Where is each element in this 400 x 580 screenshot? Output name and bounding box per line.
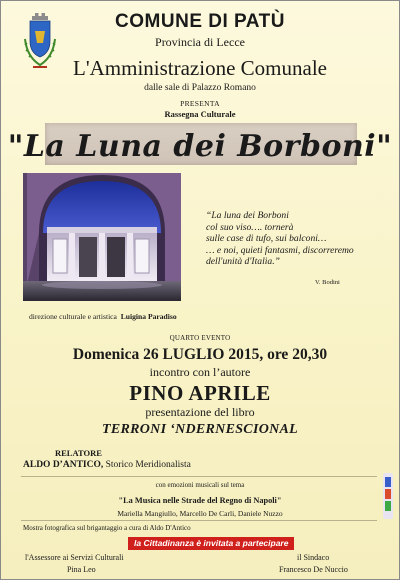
separator-line — [21, 476, 377, 477]
musicians: Mariella Mangiullo, Marcello De Carli, Daniele Nuzzo — [117, 509, 283, 518]
comune-name: COMUNE DI PATÙ — [115, 11, 285, 32]
book-presentation-line: presentazione del libro — [145, 405, 255, 419]
sponsor-logo-icon — [379, 471, 397, 521]
event-date: Domenica 26 LUGLIO 2015, ore 20,30 — [72, 346, 328, 363]
provincia: Provincia di Lecce — [155, 35, 245, 49]
quote-line: sulle case di tufo, sui balconi… — [206, 233, 327, 245]
author-name: PINO APRILE — [129, 381, 271, 405]
event-title: "La Luna dei Borboni" — [7, 129, 393, 164]
quote-line: “La luna dei Borboni — [206, 210, 289, 221]
music-intro: con emozioni musicali sul tema — [155, 481, 245, 489]
assessore-name: Pina Leo — [67, 565, 96, 574]
quote-author: V. Bodini — [315, 279, 340, 286]
meeting-line: incontro con l’autore — [149, 365, 251, 379]
sindaco-name: Francesco De Nuccio — [279, 565, 348, 574]
director-name: Luigina Paradiso — [120, 312, 177, 321]
amministrazione-heading: L'Amministrazione Comunale — [73, 56, 327, 80]
quote-line: … e noi, quieti fantasmi, discorreremo — [206, 244, 354, 256]
rassegna-label: Rassegna Culturale — [164, 109, 236, 119]
direction-label: direzione culturale e artistica — [29, 312, 117, 321]
event-number: QUARTO EVENTO — [169, 334, 231, 342]
speaker-name: ALDO D’ANTICO, — [23, 460, 104, 470]
separator-line — [21, 520, 377, 521]
palazzo-photo — [23, 173, 181, 301]
venue-line: dalle sale di Palazzo Romano — [144, 83, 256, 93]
speaker-label: RELATORE — [55, 448, 102, 458]
presenta-label: PRESENTA — [180, 99, 220, 108]
artistic-direction — [29, 312, 177, 321]
bodini-quote — [206, 210, 391, 268]
assessore-title: l'Assessore ai Servizi Culturali — [25, 553, 124, 562]
book-title: TERRONI ‘NDERNESCIONAL — [101, 422, 299, 437]
sindaco-title: il Sindaco — [297, 553, 330, 562]
speaker-role: Storico Meridionalista — [105, 460, 191, 470]
speaker — [23, 460, 191, 470]
photo-exhibition-note: Mostra fotografica sul brigantaggio a cura di Aldo D'Antico — [23, 524, 191, 532]
invitation-banner: la Cittadinanza è invitata a partecipare — [128, 537, 294, 550]
quote-line: col suo viso…. tornerà — [206, 221, 294, 233]
quote-line: dell'unità d'Italia.” — [206, 256, 280, 268]
music-theme-title: "La Musica nelle Strade del Regno di Napoli" — [118, 496, 282, 505]
